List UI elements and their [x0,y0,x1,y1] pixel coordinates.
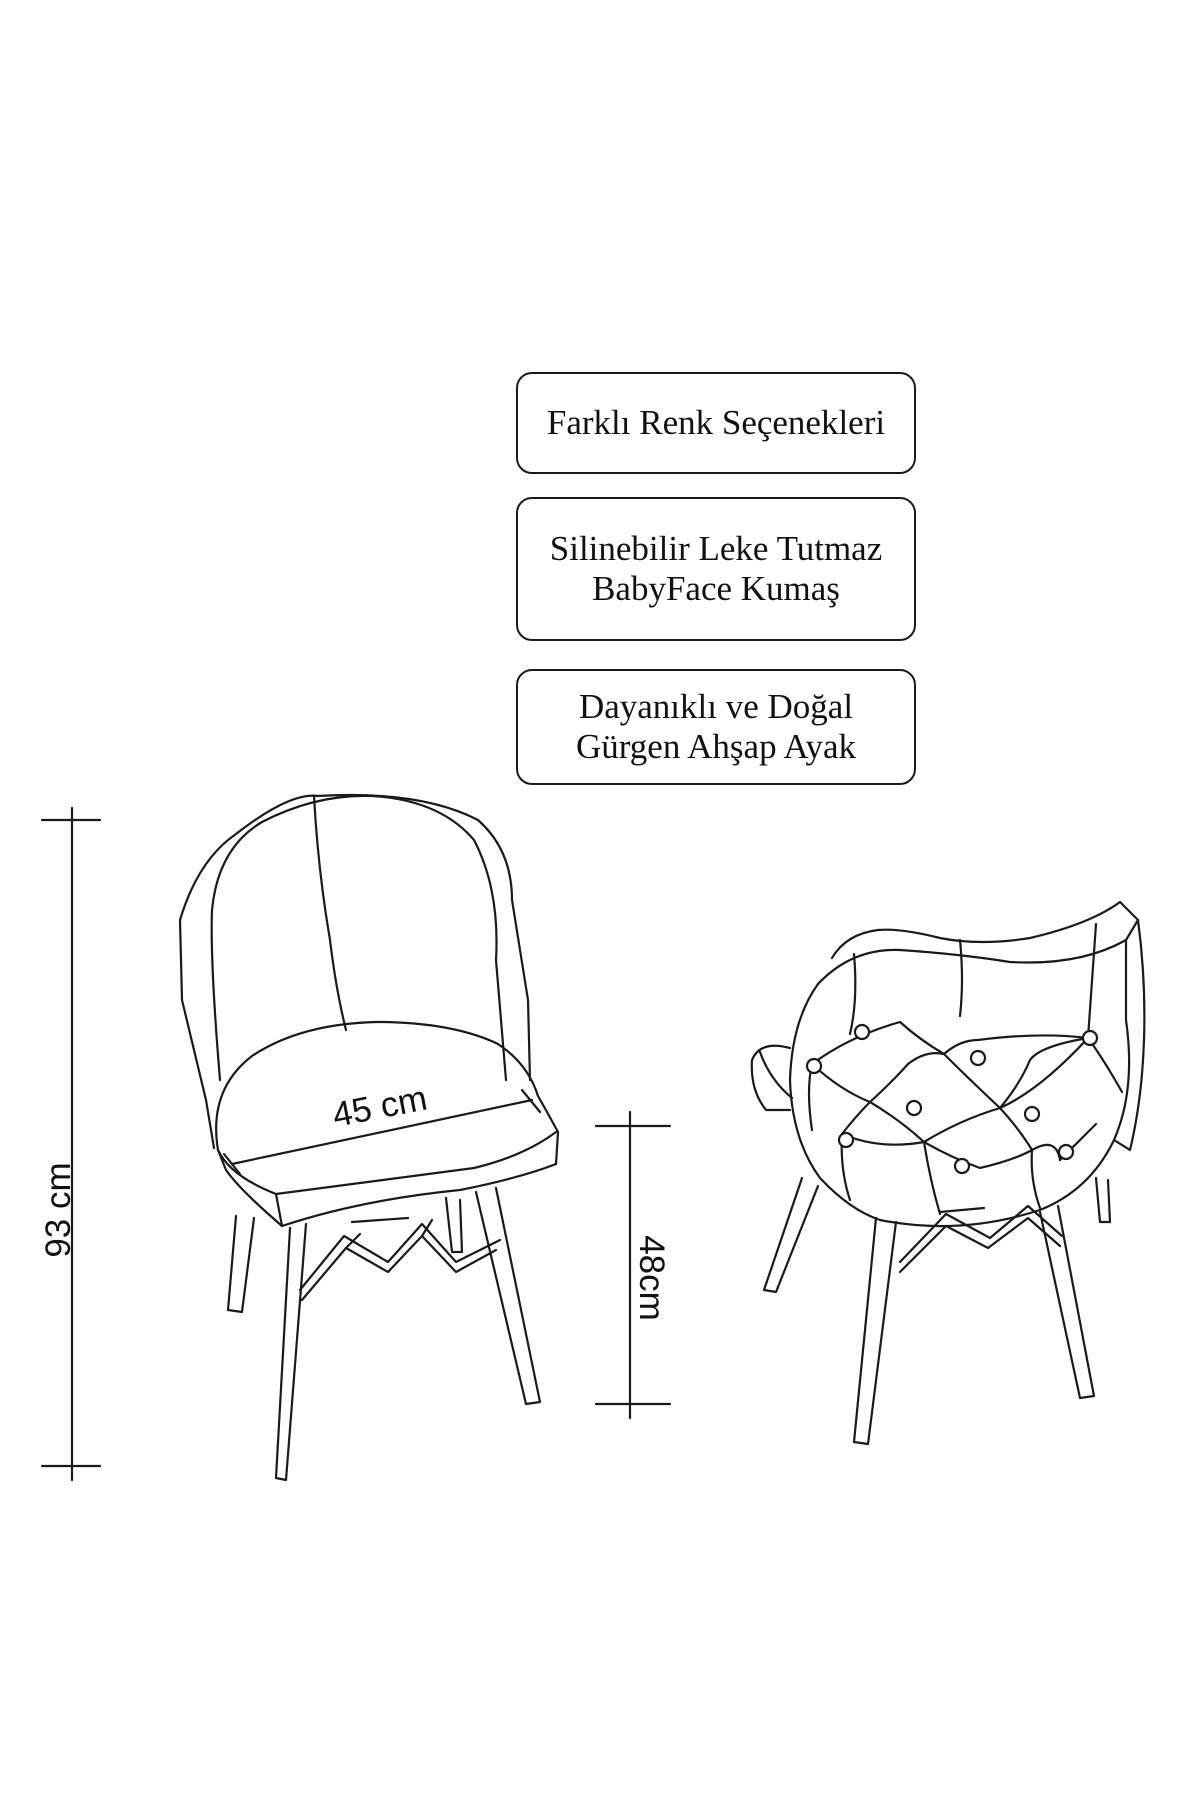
seat-height-label: 48cm [632,1235,671,1321]
feature-text: Dayanıklı ve Doğal [578,687,854,726]
rear-chair [752,902,1145,1444]
feature-text: Farklı Renk Seçenekleri [546,403,886,442]
total-height-label: 93 cm [39,1162,78,1258]
seat-width-label: 45 cm [329,1078,431,1135]
feature-text: BabyFace Kumaş [592,569,840,608]
feature-text: Gürgen Ahşap Ayak [576,727,856,766]
front-chair [180,795,558,1480]
height-dimension-line [42,808,100,1480]
feature-text: Silinebilir Leke Tutmaz [549,529,883,568]
